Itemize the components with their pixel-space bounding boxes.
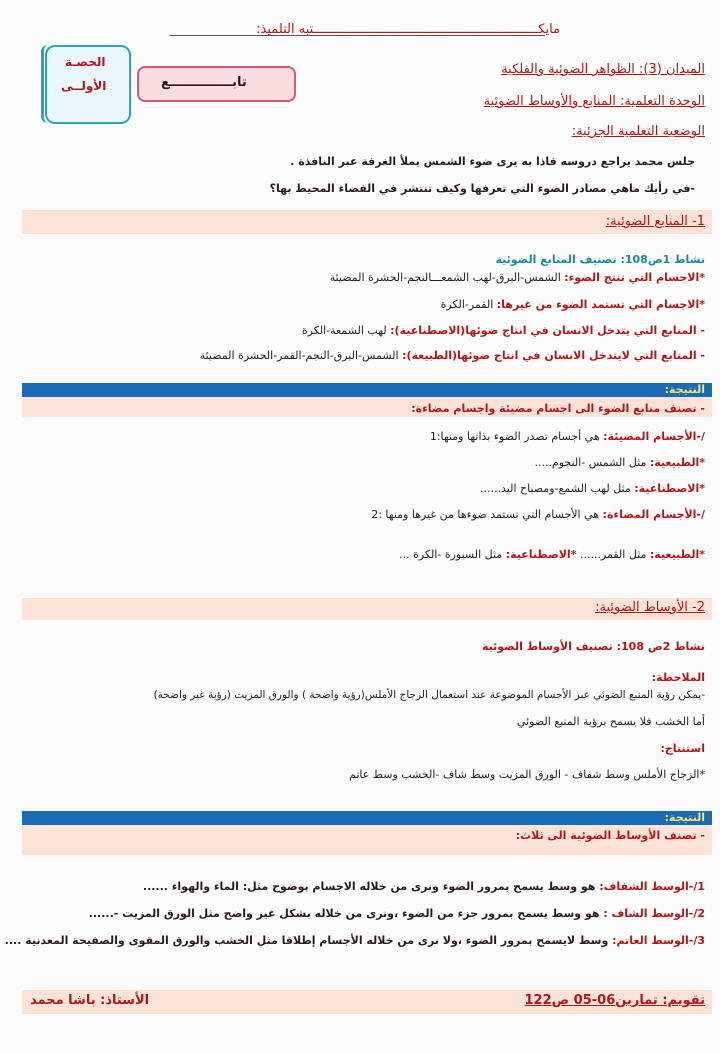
section1-title: 1- المنابع الضوئية:	[605, 214, 705, 229]
r1-line-3: *الاصطناعية: مثل لهب الشمع-ومصباح اليد......	[480, 482, 705, 495]
situation-title: الوضعية التعلمية الجزئية:	[571, 124, 705, 139]
note-title: الملاحظة:	[651, 671, 705, 684]
r2-line-3: 3/-الوسط العاتم: وسط لايسمح بمرور الضوء ،ولا نرى من خلاله الأجسام إطلاقا مثل الخشب والورق المقوى والصفيحة المعدنية ....	[4, 934, 705, 947]
r1-line-2: *الطبيعية: مثل الشمس -النجوم.....	[534, 456, 705, 469]
conclusion-title: استنتاج:	[660, 742, 705, 755]
s1-line-3: - المنابع التي يتدخل الانسان في انتاج ضوئها(الاصطناعية): لهب الشمعة-الكرة	[301, 324, 705, 337]
situation-text-1: جلس محمد يراجع دروسه فاذا به يرى ضوء الشمس يملأ الغرفة عبر النافذة .	[290, 155, 695, 168]
s1-line-1: *الاجسام التي تنتج الضوء: الشمس-البرق-لهب الشمعـــالنجم-الحشرة المضيئة	[329, 271, 705, 284]
result2-title: النتيجة:	[664, 811, 705, 824]
s1-line-2: *الاجسام التي تستمد الضوء من غيرها: القمر-الكرة	[440, 298, 705, 311]
r2-line-1: 1/-الوسط الشفاف: هو وسط يسمح بمرور الضوء ونرى من خلاله الاجسام بوضوح مثل: الماء والهواء ......	[142, 880, 705, 893]
situation-text-2: -في رأيك ماهي مصادر الضوء التي تعرفها وكيف تنتشر في الفضاء المحيط بها؟	[269, 182, 695, 195]
lesson-scroll-box	[45, 45, 131, 124]
conclusion-text: *الزجاج الأملس وسط شفاف - الورق المزيت وسط شاف -الخشب وسط عاتم	[349, 768, 705, 781]
result2-bar	[22, 811, 712, 825]
result1-bar	[22, 383, 712, 397]
result1-intro: - تصنف منابع الضوء الى اجسام مضيئة واجسام مضاءة:	[411, 402, 705, 415]
r1-line-1: /-الأجسام المضيئة: هي أجسام تصدر الضوء بذاتها ومنها:1	[429, 430, 705, 443]
evaluation-label: تقويم: تمارين06-05 ص122	[524, 993, 705, 1008]
follow-label: تابــــــــــــــع	[161, 75, 247, 90]
field-title: الميدان (3): الظواهر الضوئية والفلكية	[501, 62, 705, 77]
result1-title: النتيجة:	[664, 383, 705, 396]
lesson-label-2: الأولــى	[61, 79, 107, 93]
note-line-1: -يمكن رؤية المنبع الضوئي عبر الأجسام الموضوعة عند استعمال الزجاج الأملس(رؤية واضحة ) والورق المزيت (رؤية غير واضحة)	[153, 689, 705, 701]
r1-line-5: *الطبيعية: مثل القمر...... *الاصطناعية: مثل السبورة -الكرة ...	[399, 548, 705, 561]
section1-activity: نشاط 1ص108: تصنيف المنابع الضوئية	[495, 253, 705, 266]
section2-activity: نشاط 2ص 108: تصنيف الأوساط الضوئية	[481, 640, 705, 653]
note-line-2: أما الخشب فلا يسمح برؤية المنبع الضوئي	[516, 715, 705, 728]
unit-title: الوحدة التعلمية: المنابع والأوساط الضوئية	[483, 94, 705, 109]
r1-line-4: /-الأجسام المضاءة: هي الأجسام التي تستمد ضوءها من غيرها ومنها :2	[371, 508, 705, 521]
follow-badge	[137, 66, 296, 102]
student-name-label: مايكـــــــــــــــــــــــــــــــــــــــــــــــــــــــــــتبه التلميذ:	[256, 22, 560, 37]
result2-intro: - تصنف الأوساط الضوئية الى ثلاث:	[515, 829, 705, 842]
lesson-label-1: الحصـة	[65, 55, 106, 69]
r2-line-2: 2/-الوسط الشاف : هو وسط يسمح بمرور جزء من الضوء ،ونرى من خلاله بشكل غير واضح مثل الورق المزيت -......	[88, 907, 705, 920]
section2-title: 2- الأوساط الضوئية:	[595, 600, 705, 615]
s1-line-4: - المنابع التي لايتدخل الانسان في انتاج ضوئها(الطبيعة): الشمس-البرق-النجم-القمر-الحشرة المضيئة	[199, 349, 705, 362]
teacher-label: الأستاذ: باشا محمد	[30, 993, 150, 1008]
